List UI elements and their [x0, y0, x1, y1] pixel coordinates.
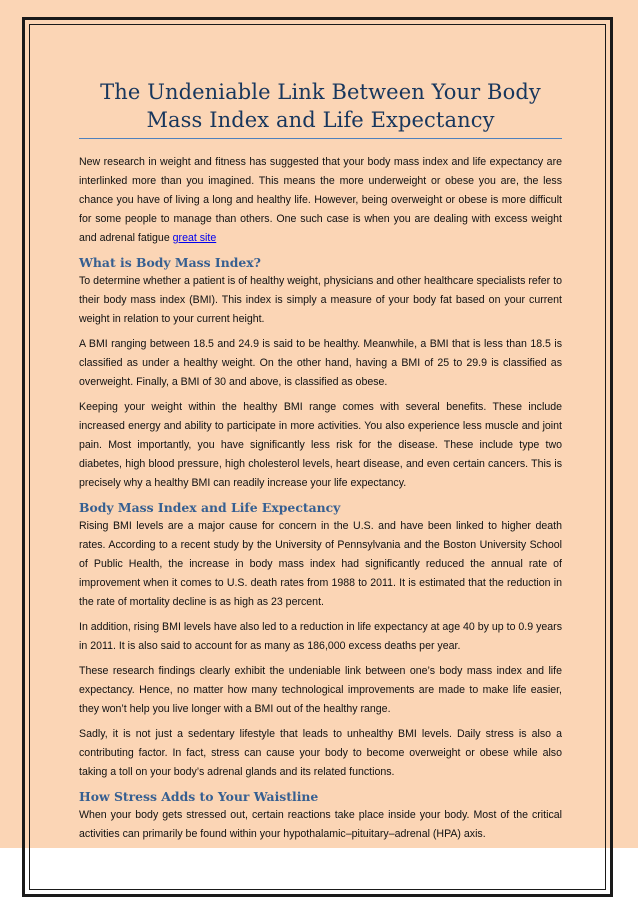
intro-paragraph — [79, 153, 562, 248]
paragraph: Keeping your weight within the healthy BMI range comes with several benefits. These include increased energy and ability to participate in more activities. You also experience less muscle and joint pain. Most importantly, you have significantly less risk for the disease. These include type two diabetes, high blood pressure, high cholesterol levels, heart disease, and even certain cancers. This is precisely why a healthy BMI can readily increase your life expectancy. — [79, 401, 562, 489]
paragraph: These research findings clearly exhibit the undeniable link between one’s body mass index and life expectancy. Hence, no matter how many technological improvements are made to make life easier, they won’t help you live longer with a BMI out of the healthy range. — [79, 665, 562, 715]
paragraph: A BMI ranging between 18.5 and 24.9 is said to be healthy. Meanwhile, a BMI that is less than 18.5 is classified as under a healthy weight. On the other hand, having a BMI of 25 to 29.9 is classified as overweight. Finally, a BMI of 30 and above, is classified as obese. — [79, 338, 562, 388]
paragraph: To determine whether a patient is of healthy weight, physicians and other healthcare specialists refer to their body mass index (BMI). This index is simply a measure of your body fat based on your current weight in relation to your current height. — [79, 275, 562, 325]
section-heading-stress-waistline: How Stress Adds to Your Waistline — [79, 789, 319, 804]
section-heading-what-is-bmi: What is Body Mass Index? — [79, 255, 261, 270]
paragraph: When your body gets stressed out, certain reactions take place inside your body. Most of the critical activities can primarily be found within your hypothalamic–pituitary–adrenal (HPA) axis. — [79, 809, 562, 840]
document-title: The Undeniable Link Between Your Body Mass Index and Life Expectancy — [79, 78, 562, 139]
paragraph: Sadly, it is not just a sedentary lifestyle that leads to unhealthy BMI levels. Daily stress is also a contributing factor. In fact, stress can cause your body to become overweight or obese while also taking a toll on your body’s adrenal glands and its related functions. — [79, 728, 562, 778]
paragraph: Rising BMI levels are a major cause for concern in the U.S. and have been linked to higher death rates. According to a recent study by the University of Pennsylvania and the Boston University School of Public Health, the increase in body mass index had significantly reduced the annual rate of improvement when it comes to U.S. death rates from 1988 to 2011. It is estimated that the reduction in the rate of mortality decline is as high as 23 percent. — [79, 520, 562, 608]
intro-text: New research in weight and fitness has suggested that your body mass index and life expectancy are interlinked more than you imagined. This means the more underweight or obese you are, the less chance you have of living a long and healthy life. However, being overweight or obese is more difficult for some people to manage than others. One such case is when you are dealing with excess weight and adrenal fatigue — [79, 156, 562, 244]
document-body — [79, 78, 562, 850]
great-site-link[interactable]: great site — [172, 232, 217, 244]
paragraph: In addition, rising BMI levels have also led to a reduction in life expectancy at age 40 by up to 0.9 years in 2011. It is also said to account for as many as 186,000 excess deaths per year. — [79, 621, 562, 652]
section-heading-bmi-life-expectancy: Body Mass Index and Life Expectancy — [79, 500, 341, 515]
